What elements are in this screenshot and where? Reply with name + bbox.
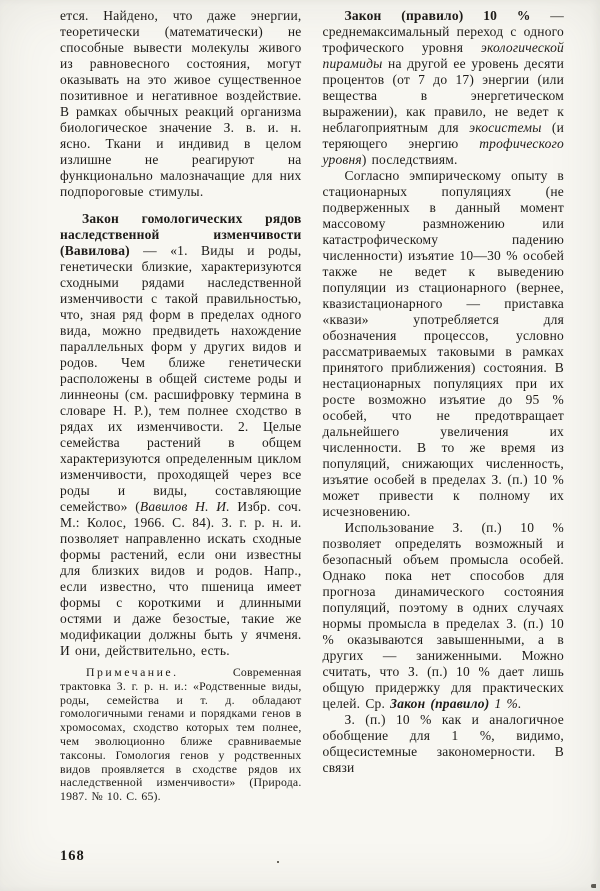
text-run: трофического уровня [322, 136, 564, 167]
text-run: Согласно эмпирическому опыту в стационарных популяциях (не подверженных в данный момент массовому размножению или катастрофическому падению численности) изъятие 10—30 % особей также не ведет к выведению популяции из стационарного (вернее, квазистационарного — приставка «квази» употребляется для обозначения процессов, условно рассматриваемых таковыми в рамках принятого приближения) состояния. В нестационарных популяциях при их росте возможно изъятие до 95 % особей, что не предотвращает дальнейшего увеличения их численности. В то же время из популяций, снижающих численность, изъятие особей в пределах З. (п.) 10 % может привести к полному их исчезновению. [322, 168, 564, 519]
text-run: Примечание. [86, 665, 179, 679]
text-run: экологической пирамиды [322, 40, 564, 71]
paragraph [60, 8, 302, 200]
text-run: — «1. Виды и роды, генетически близкие, характеризуются сходными рядами наследственной изменчивости с такой правильностью, что, зная ряд форм в пределах одного вида, можно предвидеть нахождение параллельных форм у других видов и родов. Чем ближе генетически расположены в общей системе роды и линнеоны (см. расшифровку термина в словаре Н. Р.), тем полнее сходство в рядах их изменчивости. 2. Целые семейства растений в общем характеризуются определенным циклом изменчивости, проходящей через все роды и виды, составляющие семейство» ( [60, 243, 302, 514]
text-columns [60, 8, 564, 834]
left-column [60, 8, 302, 834]
text-run: (и теряющего энергию [322, 120, 564, 151]
text-run: 1 %. [489, 696, 522, 711]
text-run: Избр. соч. М.: Колос, 1966. С. 84). З. г. р. н. и. позволяет направленно искать сходные формы растений, если они известны для близких видов и родов. Напр., если известно, что пшеница имеет формы с короткими и длинными остями и даже безостые, такие же модификации должны быть у ячменя. И они, действительно, есть. [60, 499, 302, 658]
text-run: Закон гомологических рядов наследственной изменчивости (Вавилова) [60, 211, 302, 258]
paragraph [60, 211, 302, 659]
right-column [323, 8, 565, 834]
text-run: Вавилов Н. И. [139, 499, 230, 514]
text-run: — среднемаксимальный переход с одного трофического уровня [322, 8, 564, 55]
paragraph [323, 712, 565, 776]
paragraph [60, 666, 302, 804]
text-run: на другой ее уровень десяти процентов (от 7 до 17) энергии (или вещества в энергетическом выражении), как правило, не ведет к неблагоприятным для [322, 56, 564, 135]
text-run: Использование З. (п.) 10 % позволяет определять возможный и безопасный объем промысла особей. Однако пока нет способов для прогноза динамического состояния популяций, поэтому в одних случаях нормы промысла в пределах З. (п.) 10 % оказываются завышенными, а в других — заниженными. Можно считать, что З. (п.) 10 % дает лишь общую придержку для практических целей. Ср. [322, 520, 564, 711]
page-number: 168 [60, 848, 85, 864]
paragraph [323, 520, 565, 712]
text-run: Закон (правило) 10 % [344, 8, 531, 23]
text-run: экосистемы [469, 120, 542, 135]
scan-speck [277, 861, 279, 863]
text-run: ) последствиям. [361, 152, 458, 167]
text-run: ется. Найдено, что даже энергии, теоретически (математически) не способные вывести молекулы живого из равновесного состояния, могут оказывать на это живое существенное позитивное и негативное воздействие. В рамках обычных реакций организма биологическое значение З. в. и. н. ясно. Ткани и индивид в целом излишне не реагируют на функционально малозначащие для них подпороговые стимулы. [60, 8, 302, 199]
text-run: Закон (правило) [390, 696, 490, 711]
text-run: Современная трактовка З. г. р. н. и.: «Родственные виды, роды, семейства и т. д. обладают гомологичными генами и порядками генов в хромосомах, сходство которых тем полнее, чем эволюционно ближе сравниваемые таксоны. Гомология генов у родственных видов проявляется в сходстве рядов их наследственной изменчивости» (Природа. 1987. № 10. С. 65). [60, 665, 302, 804]
scan-speck [591, 884, 596, 888]
paragraph [323, 8, 565, 168]
paragraph [323, 168, 565, 520]
text-run: З. (п.) 10 % как и аналогичное обобщение для 1 %, видимо, общесистемные закономерности. В связи [322, 712, 564, 775]
